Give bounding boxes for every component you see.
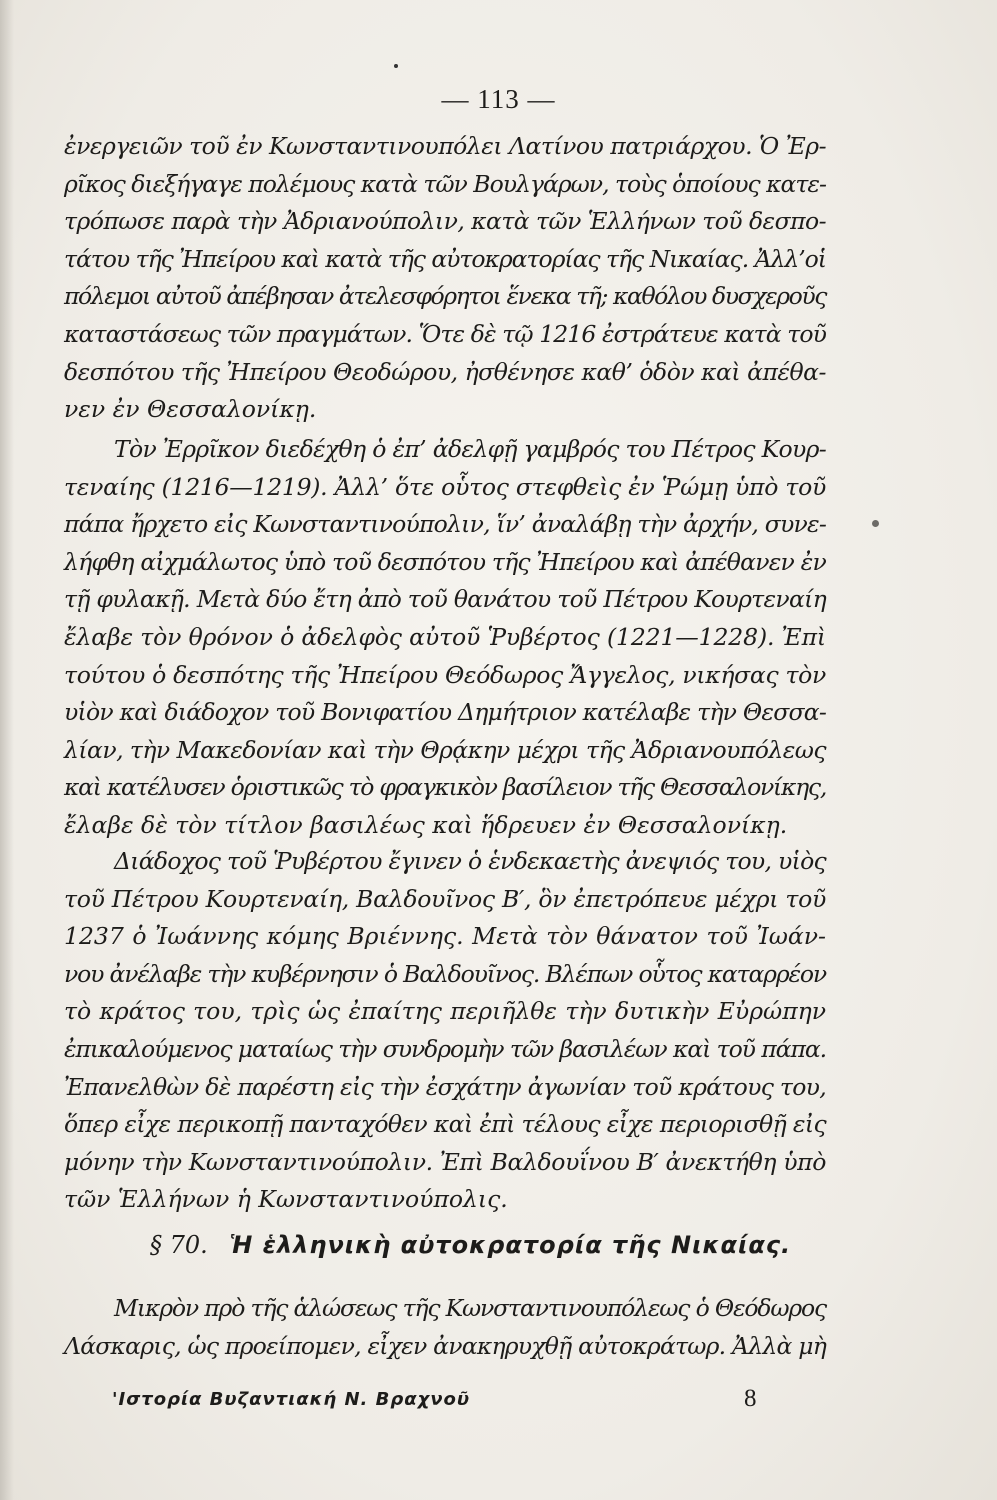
text-line: ρῖκος διεξήγαγε πολέμους κατὰ τῶν Βουλγάρων, τοὺς ὁποίους κατε- <box>64 169 826 198</box>
paper-speck <box>872 520 879 527</box>
text-line: νεν ἐν Θεσσαλονίκῃ. <box>64 395 317 424</box>
text-line: τούτου ὁ δεσπότης τῆς Ἠπείρου Θεόδωρος Ἄγγελος, νικήσας τὸν <box>64 660 826 689</box>
text-line: ἐπικαλούμενος ματαίως τὴν συνδρομὴν τῶν βασιλέων καὶ τοῦ πάπα. <box>64 1034 827 1063</box>
text-line: ὅπερ εἶχε περικοπῇ πανταχόθεν καὶ ἐπὶ τέλους εἶχε περιορισθῇ εἰς <box>64 1110 826 1139</box>
page-number: — 113 — <box>441 84 556 114</box>
text-line: ἐνεργειῶν τοῦ ἐν Κωνσταντινουπόλει Λατίνου πατριάρχου. Ὁ Ἐρ- <box>64 132 827 160</box>
text-line: υἱὸν καὶ διάδοχον τοῦ Βονιφατίου Δημήτριον κατέλαβε τὴν Θεσσα- <box>64 698 827 727</box>
text-line: Διάδοχος τοῦ Ῥυβέρτου ἔγινεν ὁ ἑνδεκαετὴς ἀνεψιός του, υἱὸς <box>114 847 826 875</box>
text-line: τρόπωσε παρὰ τὴν Ἀδριανούπολιν, κατὰ τῶν Ἑλλήνων τοῦ δεσπο- <box>64 207 827 236</box>
signature-mark: 8 <box>744 1385 757 1412</box>
text-line: τεναίης (1216—1219). Ἀλλ’ ὅτε οὗτος στεφθεὶς ἐν Ῥώμῃ ὑπὸ τοῦ <box>64 472 826 501</box>
text-line: μόνην τὴν Κωνσταντινούπολιν. Ἐπὶ Βαλδουΐνου Β′ ἀνεκτήθη ὑπὸ <box>64 1147 827 1176</box>
text-line: δεσπότου τῆς Ἠπείρου Θεοδώρου, ἠσθένησε καθ’ ὁδὸν καὶ ἀπέθα- <box>64 357 827 386</box>
text-line: καταστάσεως τῶν πραγμάτων. Ὅτε δὲ τῷ 1216 ἐστράτευε κατὰ τοῦ <box>64 319 827 348</box>
ink-dot <box>394 64 398 68</box>
text-line: 1237 ὁ Ἰωάννης κόμης Βριέννης. Μετὰ τὸν θάνατον τοῦ Ἰωάν- <box>64 922 826 951</box>
section-number: § 70. <box>150 1231 208 1259</box>
text-line: λήφθη αἰχμάλωτος ὑπὸ τοῦ δεσπότου τῆς Ἠπείρου καὶ ἀπέθανεν ἐν <box>64 547 826 576</box>
section-paragraph <box>64 1290 826 1365</box>
text-line: τὸ κράτος του, τρὶς ὡς ἐπαίτης περιῆλθε τὴν δυτικὴν Εὐρώπην <box>64 997 826 1026</box>
text-line: λίαν, τὴν Μακεδονίαν καὶ τὴν Θρᾴκην μέχρι τῆς Ἀδριανουπόλεως <box>64 735 827 764</box>
text-line: τῇ φυλακῇ. Μετὰ δύο ἔτη ἀπὸ τοῦ θανάτου τοῦ Πέτρου Κουρτεναίη <box>64 585 826 614</box>
paragraph-2 <box>64 431 826 845</box>
text-line: Λάσκαρις, ὡς προείπομεν, εἶχεν ἀνακηρυχθῇ αὐτοκράτωρ. Ἀλλὰ μὴ <box>64 1331 827 1360</box>
section-heading <box>150 1231 791 1259</box>
text-line: τῶν Ἑλλήνων ἡ Κωνσταντινούπολις. <box>64 1185 508 1214</box>
text-line: Μικρὸν πρὸ τῆς ἁλώσεως τῆς Κωνσταντινουπόλεως ὁ Θεόδωρος <box>114 1294 827 1322</box>
text-line: Ἐπανελθὼν δὲ παρέστη εἰς τὴν ἐσχάτην ἀγωνίαν τοῦ κράτους του, <box>64 1072 827 1101</box>
text-line: πόλεμοι αὐτοῦ ἀπέβησαν ἀτελεσφόρητοι ἕνεκα τῆ; καθόλου δυσχεροῦς <box>64 282 827 311</box>
text-line: ἔλαβε τὸν θρόνον ὁ ἀδελφὸς αὐτοῦ Ῥυβέρτος (1221—1228). Ἐπὶ <box>64 622 826 651</box>
paragraph-1 <box>64 128 826 429</box>
binding-shadow <box>0 0 14 1500</box>
footer-title: 'Ιστορία Βυζαντιακή Ν. Βραχνοῦ <box>112 1389 471 1410</box>
text-line: πάπα ἤρχετο εἰς Κωνσταντινούπολιν, ἵν’ ἀναλάβῃ τὴν ἀρχήν, συνε- <box>64 510 826 539</box>
text-line: καὶ κατέλυσεν ὁριστικῶς τὸ φραγκικὸν βασίλειον τῆς Θεσσαλονίκης, <box>64 773 827 802</box>
text-line: ἔλαβε δὲ τὸν τίτλον βασιλέως καὶ ἥδρευεν ἐν Θεσσαλονίκῃ. <box>64 810 788 839</box>
section-title: Ἡ ἑλληνικὴ αὐτοκρατορία τῆς Νικαίας. <box>229 1231 792 1259</box>
text-line: νου ἀνέλαβε τὴν κυβέρνησιν ὁ Βαλδουῖνος. Βλέπων οὗτος καταρρέον <box>64 959 827 988</box>
text-line: τάτου τῆς Ἠπείρου καὶ κατὰ τῆς αὐτοκρατορίας τῆς Νικαίας. Ἀλλ’οἱ <box>64 244 826 273</box>
text-line: Τὸν Ἐρρῖκον διεδέχθη ὁ ἐπ’ ἀδελφῇ γαμβρός του Πέτρος Κουρ- <box>114 435 826 463</box>
paragraph-3 <box>64 843 826 1219</box>
text-line: τοῦ Πέτρου Κουρτεναίη, Βαλδουῖνος Β′, ὃν ἐπετρόπευε μέχρι τοῦ <box>64 884 826 913</box>
